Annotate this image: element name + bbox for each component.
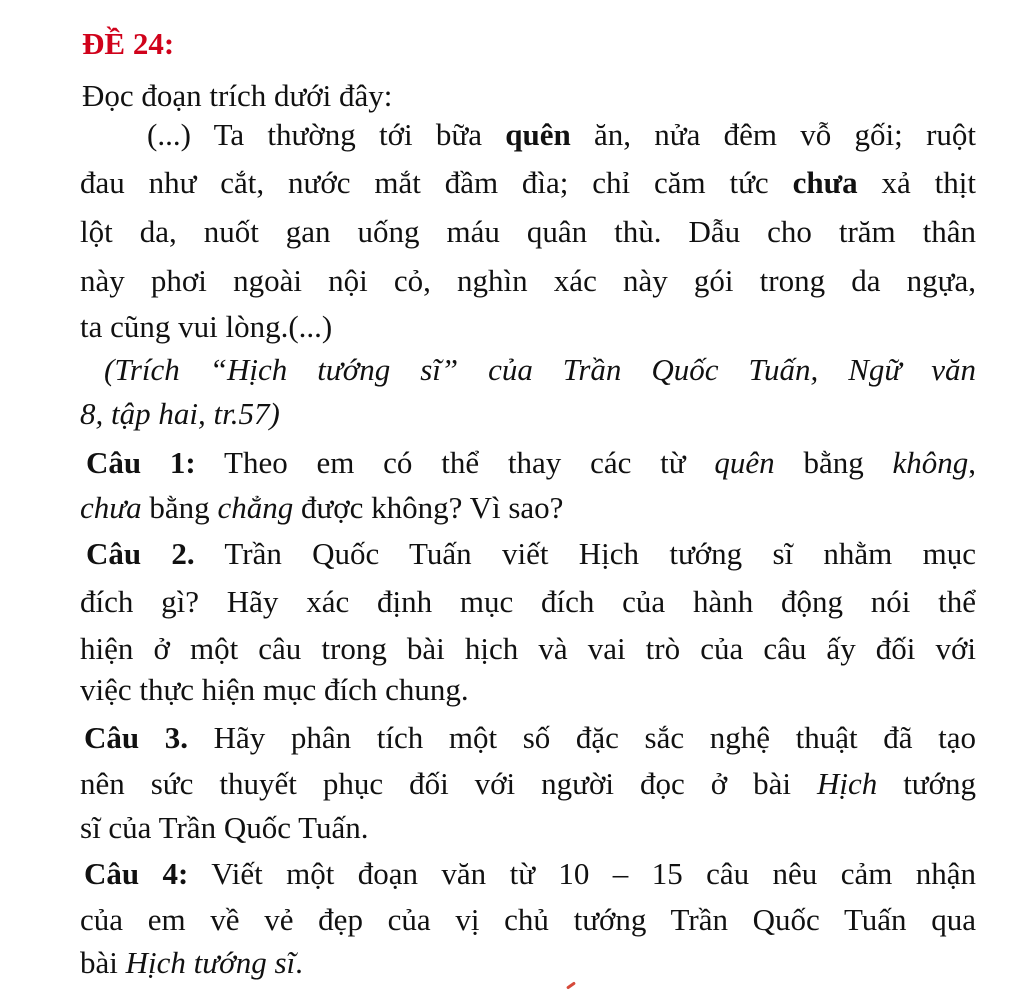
citation-line-1: (Trích “Hịch tướng sĩ” của Trần Quốc Tuấn, Ngữ văn [104, 352, 976, 387]
question-4-label: Câu 4: [84, 856, 189, 891]
question-1-label: Câu 1: [86, 445, 196, 480]
keyword-quen: quên [505, 117, 571, 152]
exam-title: ĐỀ 24: [82, 26, 175, 61]
question-3-line-3: sĩ của Trần Quốc Tuấn. [80, 810, 369, 845]
question-1-line-2: chưa bằng chẳng được không? Vì sao? [80, 490, 564, 525]
passage-line-4: này phơi ngoài nội cỏ, nghìn xác này gói trong da ngựa, [80, 263, 976, 298]
question-2-line-1: Câu 2. Trần Quốc Tuấn viết Hịch tướng sĩ nhằm mục [86, 536, 976, 571]
question-1-line-1: Câu 1: Theo em có thể thay các từ quên bằng không, [86, 445, 977, 480]
question-3-line-2: nên sức thuyết phục đối với người đọc ở bài Hịch tướng [80, 766, 976, 801]
passage-line-5: ta cũng vui lòng.(...) [80, 309, 333, 344]
question-4-line-2: của em về vẻ đẹp của vị chủ tướng Trần Quốc Tuấn qua [80, 902, 976, 937]
keyword-chua: chưa [792, 165, 858, 200]
question-4-line-1: Câu 4: Viết một đoạn văn từ 10 – 15 câu nêu cảm nhận [84, 856, 976, 891]
question-3-label: Câu 3. [84, 720, 188, 755]
question-2-line-3: hiện ở một câu trong bài hịch và vai trò của câu ấy đối với [80, 631, 976, 666]
passage-line-3: lột da, nuốt gan uống máu quân thù. Dẫu cho trăm thân [80, 214, 976, 249]
passage-line-1: (...) Ta thường tới bữa quên ăn, nửa đêm vỗ gối; ruột [147, 117, 977, 152]
question-2-line-4: việc thực hiện mục đích chung. [80, 672, 469, 707]
question-2-line-2: đích gì? Hãy xác định mục đích của hành động nói thể [80, 584, 976, 619]
citation-line-2: 8, tập hai, tr.57) [80, 396, 280, 431]
question-2-label: Câu 2. [86, 536, 195, 571]
question-3-line-1: Câu 3. Hãy phân tích một số đặc sắc nghệ thuật đã tạo [84, 720, 976, 755]
passage-line-2: đau như cắt, nước mắt đầm đìa; chỉ căm tức chưa xả thịt [80, 165, 976, 200]
reading-instruction: Đọc đoạn trích dưới đây: [82, 78, 393, 113]
question-4-line-3: bài Hịch tướng sĩ. [80, 945, 303, 980]
